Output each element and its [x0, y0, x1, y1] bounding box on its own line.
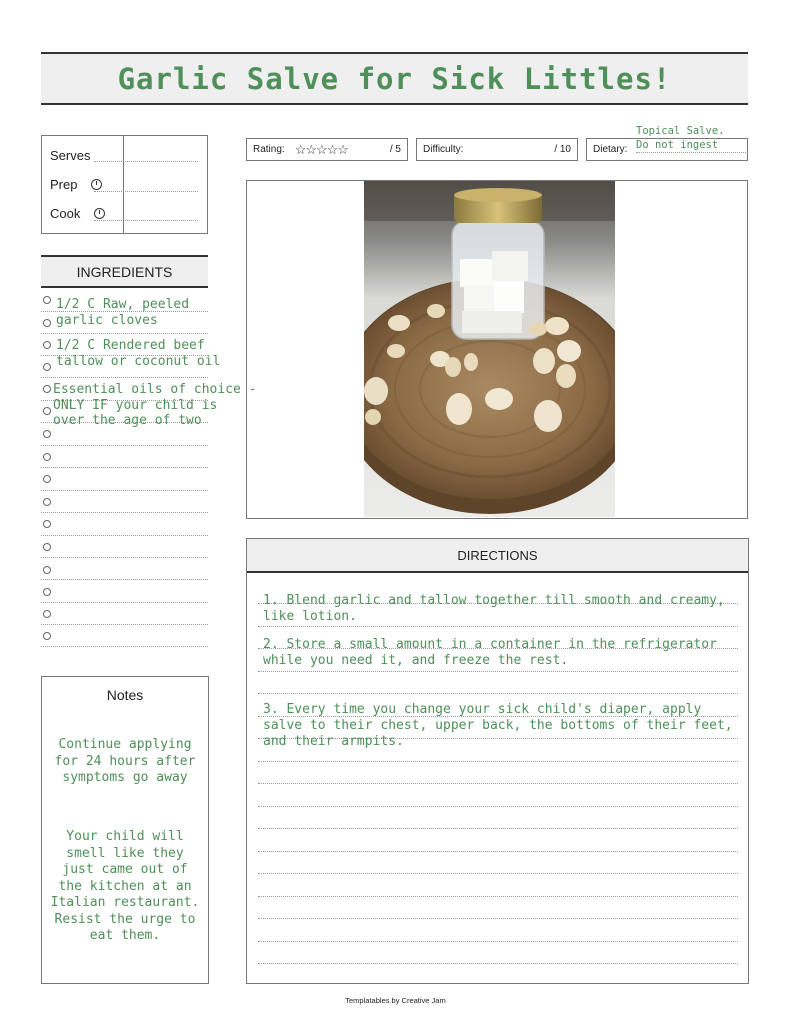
checkbox-circle-icon[interactable] [43, 475, 51, 483]
checkbox-circle-icon[interactable] [43, 407, 51, 415]
direction-line[interactable] [258, 671, 738, 672]
difficulty-box [416, 138, 578, 161]
prep-row [50, 177, 102, 192]
ingredient-text: 1/2 C Rendered beef [56, 338, 205, 353]
direction-line[interactable] [258, 828, 738, 829]
checkbox-circle-icon[interactable] [43, 543, 51, 551]
rating-max: / 5 [389, 144, 401, 155]
direction-line[interactable] [258, 806, 738, 807]
serves-label: Serves [50, 148, 91, 163]
direction-line[interactable] [258, 693, 738, 694]
time-divider [123, 136, 124, 233]
ingredient-row[interactable] [41, 624, 208, 647]
directions-title: DIRECTIONS [457, 547, 538, 563]
ingredient-text: 1/2 C Raw, peeled [56, 297, 190, 312]
notes-box [41, 676, 209, 984]
direction-line[interactable] [258, 896, 738, 897]
checkbox-circle-icon[interactable] [43, 566, 51, 574]
ingredient-text: over the age of two [53, 413, 202, 428]
rating-box [246, 138, 408, 161]
checkbox-circle-icon[interactable] [43, 498, 51, 506]
ingredient-text: Essential oils of choice - [53, 382, 257, 397]
ingredients-title: INGREDIENTS [76, 263, 173, 280]
checkbox-circle-icon[interactable] [43, 632, 51, 640]
ingredient-row[interactable] [41, 445, 208, 468]
dietary-label: Dietary: [593, 144, 628, 155]
title-bar [41, 52, 748, 105]
cook-label: Cook [50, 206, 81, 221]
difficulty-max: / 10 [554, 144, 571, 155]
direction-step: 2. Store a small amount in a container in the refrigerator while you need it, and freeze the rest. [263, 637, 717, 668]
note-text: Your child will smell like they just came out of the kitchen at an Italian restaurant. Resist the urge to eat them. [50, 829, 200, 943]
direction-line[interactable] [258, 851, 738, 852]
rating-label: Rating: [253, 144, 285, 155]
direction-line[interactable] [258, 626, 738, 627]
checkbox-circle-icon[interactable] [43, 453, 51, 461]
checkbox-circle-icon[interactable] [43, 341, 51, 349]
recipe-title: Garlic Salve for Sick Littles! [117, 61, 672, 96]
prep-label: Prep [50, 177, 78, 192]
cook-row [50, 206, 105, 221]
checkbox-circle-icon[interactable] [43, 520, 51, 528]
ingredient-row[interactable] [41, 513, 208, 536]
ingredient-text: garlic cloves [56, 313, 158, 328]
dietary-value[interactable] [636, 124, 746, 153]
checkbox-circle-icon[interactable] [43, 319, 51, 327]
ingredients-header [41, 255, 208, 288]
ingredient-text: ONLY IF your child is [53, 398, 218, 413]
checkbox-circle-icon[interactable] [43, 385, 51, 393]
recipe-photo [364, 181, 615, 517]
ingredient-row[interactable] [41, 557, 208, 580]
checkbox-circle-icon[interactable] [43, 588, 51, 596]
clock-icon [91, 179, 102, 190]
direction-step: 3. Every time you change your sick child's diaper, apply salve to their chest, upper back, the bottoms of their feet, and their armpits. [263, 702, 733, 749]
cook-field[interactable] [94, 220, 198, 221]
ingredient-row[interactable] [41, 490, 208, 513]
checkbox-circle-icon[interactable] [43, 363, 51, 371]
dietary-line-2: Do not ingest [636, 138, 746, 153]
direction-line[interactable] [258, 963, 738, 964]
direction-line[interactable] [258, 873, 738, 874]
direction-line[interactable] [258, 783, 738, 784]
ingredient-row[interactable] [41, 468, 208, 491]
ingredient-text: tallow or coconut oil [56, 354, 221, 369]
ingredient-row[interactable] [41, 602, 208, 625]
star-rating-icon[interactable]: ☆☆☆☆☆ [294, 141, 348, 157]
footer-credit: Templatables by Creative Jam [345, 996, 446, 1005]
ingredient-row[interactable] [41, 580, 208, 603]
direction-step: 1. Blend garlic and tallow together till smooth and creamy, like lotion. [263, 593, 725, 624]
prep-field[interactable] [94, 191, 198, 192]
ingredient-row[interactable] [41, 535, 208, 558]
note-text: Continue applying for 24 hours after symptoms go away [54, 737, 196, 785]
notes-title: Notes [106, 687, 144, 703]
clock-icon [94, 208, 105, 219]
serves-row [50, 148, 90, 163]
dietary-line-1: Topical Salve. [636, 125, 725, 137]
checkbox-circle-icon[interactable] [43, 296, 51, 304]
directions-header [247, 539, 748, 573]
checkbox-circle-icon[interactable] [43, 610, 51, 618]
direction-line[interactable] [258, 761, 738, 762]
direction-line[interactable] [258, 918, 738, 919]
difficulty-label: Difficulty: [423, 144, 464, 155]
direction-line[interactable] [258, 941, 738, 942]
serves-field[interactable] [94, 161, 198, 162]
checkbox-circle-icon[interactable] [43, 430, 51, 438]
